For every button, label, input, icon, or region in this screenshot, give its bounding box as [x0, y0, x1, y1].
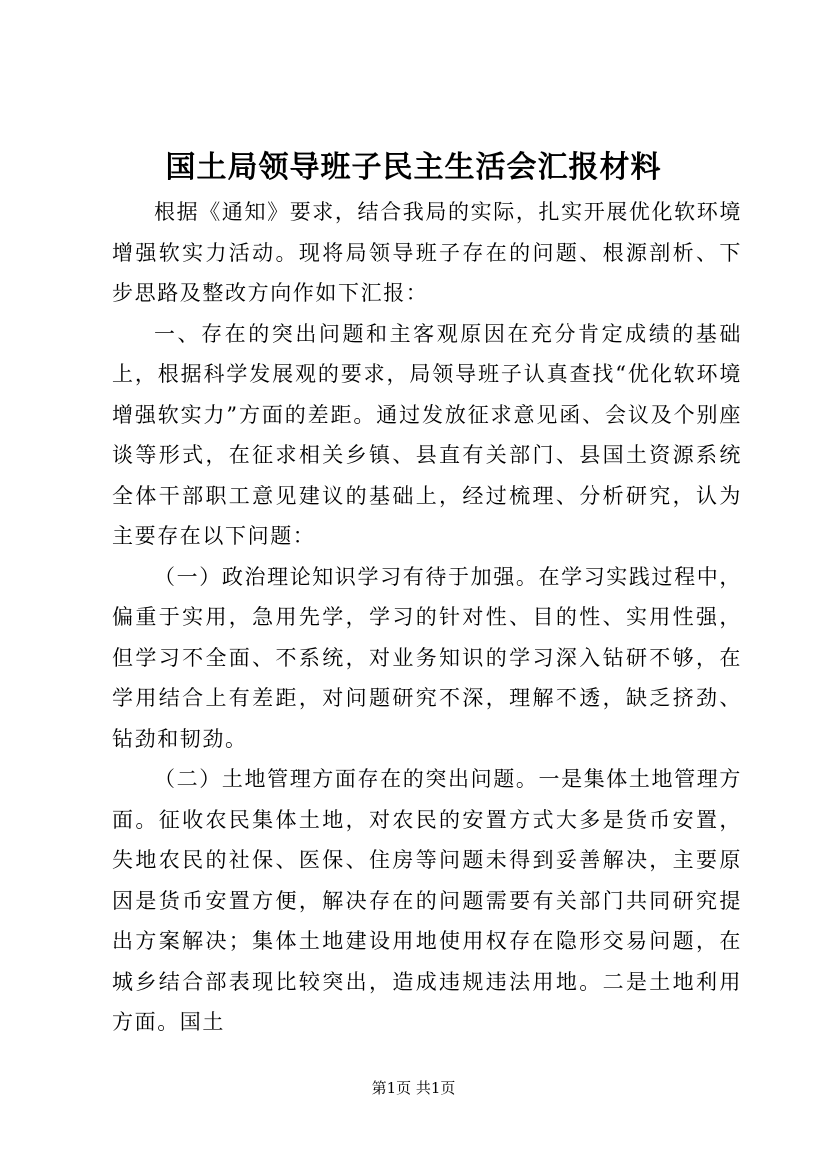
paragraph-item-1: （一）政治理论知识学习有待于加强。在学习实践过程中，偏重于实用，急用先学，学习的针对性、目的性、实用性强，但学习不全面、不系统，对业务知识的学习深入钻研不够，在学用结合上有差距，对问题研究不深，理解不透，缺乏挤劲、钻劲和韧劲。 — [112, 564, 742, 751]
document-title: 国土局领导班子民主生活会汇报材料 — [165, 150, 662, 185]
paragraph-intro: 根据《通知》要求，结合我局的实际，扎实开展优化软环境增强软实力活动。现将局领导班子存在的问题、根源剖析、下步思路及整改方向作如下汇报： — [112, 200, 742, 305]
paragraph-item-2: （二）土地管理方面存在的突出问题。一是集体土地管理方面。征收农民集体土地，对农民的安置方式大多是货币安置，失地农民的社保、医保、住房等问题未得到妥善解决，主要原因是货币安置方便，解决存在的问题需要有关部门共同研究提出方案解决；集体土地建设用地使用权存在隐形交易问题，在城乡结合部表现比较突出，造成违规违法用地。二是土地利用方面。国土 — [112, 767, 742, 1034]
paragraph-section-1: 一、存在的突出问题和主客观原因在充分肯定成绩的基础上，根据科学发展观的要求，局领导班子认真查找“优化软环境增强软实力”方面的差距。通过发放征求意见函、会议及个别座谈等形式，在征求相关乡镇、县直有关部门、县国土资源系统全体干部职工意见建议的基础上，经过梳理、分析研究，认为主要存在以下问题： — [112, 321, 742, 548]
document-body — [112, 192, 742, 1043]
page-footer: 第1页 共1页 — [371, 1079, 456, 1097]
